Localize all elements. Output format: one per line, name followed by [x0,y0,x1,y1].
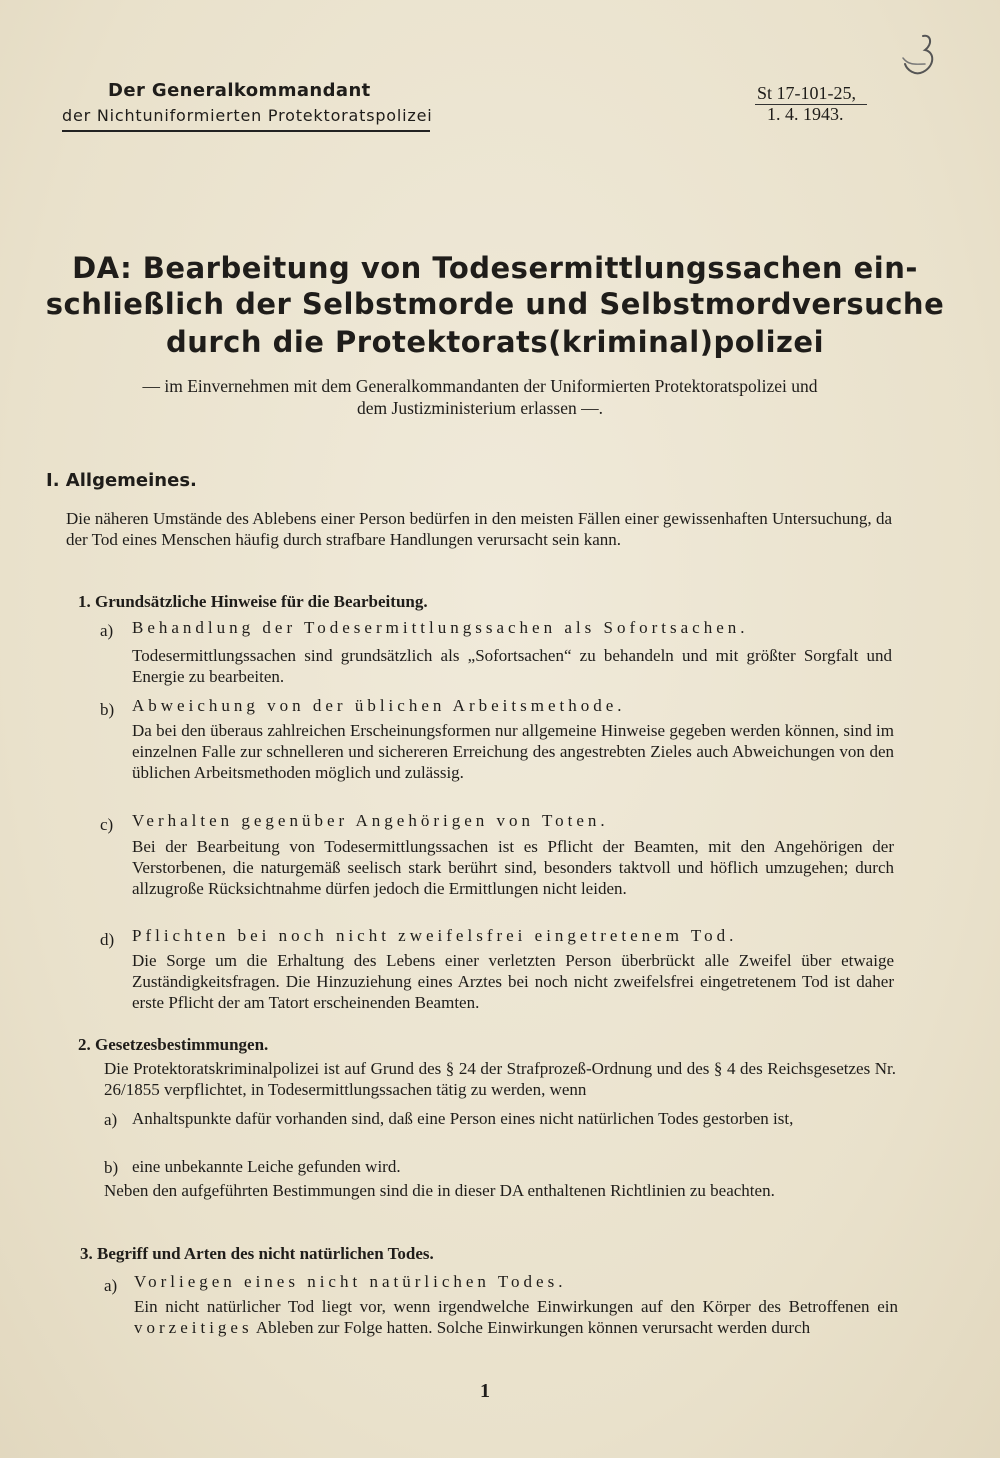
item-2-heading: 2. Gesetzesbestimmungen. [78,1035,269,1054]
item-2-text: Die Protektoratskriminalpolizei ist auf Grund des § 24 der Strafprozeß-Ordnung und des § 4 des Reichsgesetzes Nr. 26/1855 verpflichtet, in Todesermittlungssachen tätig zu werden, wenn [104,1059,896,1099]
title-line-1: DA: Bearbeitung von Todesermittlungssachen ein- [72,251,918,285]
item-1a-text: Todesermittlungssachen sind grundsätzlich als „Sofortsachen“ zu behandeln und mit größter Sorgfalt und Energie zu bearbeiten. [132,646,892,686]
item-1d-title: Pflichten bei noch nicht zweifelsfrei eingetretenem Tod. [132,926,738,945]
item-3a-label: a) [104,1276,118,1295]
item-3-heading: 3. Begriff und Arten des nicht natürlichen Todes. [80,1244,434,1263]
item-2a-text: Anhaltspunkte dafür vorhanden sind, daß eine Person eines nicht natürlichen Todes gestorben ist, [132,1109,794,1128]
item-1c-title: Verhalten gegenüber Angehörigen von Toten. [132,811,609,830]
item-3a-title: Vorliegen eines nicht natürlichen Todes. [134,1272,567,1291]
item-2a-label: a) [104,1110,118,1129]
item-1d-label: d) [100,930,115,949]
section-heading: I. Allgemeines. [46,470,197,491]
item-1b-label: b) [100,700,115,719]
item-3a-text [134,1296,898,1338]
item-1-heading: 1. Grundsätzliche Hinweise für die Bearbeitung. [78,592,428,611]
item-1c-text: Bei der Bearbeitung von Todesermittlungssachen ist es Pflicht der Beamten, mit den Angehörigen der Verstorbenen, die naturgemäß seelisch stark berührt sind, besonders taktvoll und höflich umzugehen; durch allzugroße Rücksichtnahme dürfen jedoch die Ermittlungen nicht leiden. [132,837,894,898]
page-number: 1 [480,1380,490,1402]
title-line-2: schließlich der Selbstmorde und Selbstmordversuche [45,287,945,321]
subtitle-line-1: — im Einvernehmen mit dem Generalkommandanten der Uniformierten Protektoratspolizei und [142,376,818,396]
issuer-line-2: der Nichtuniformierten Protektoratspolizei [62,106,433,125]
item-3a-text-part1: Ein nicht natürlicher Tod liegt vor, wenn irgendwelche Einwirkungen auf den Körper des Betroffenen ein [134,1297,898,1316]
item-1d-text: Die Sorge um die Erhaltung des Lebens einer verletzten Person überbrückt alle Zweifel über etwaige Zuständigkeitsfragen. Die Hinzuziehung eines Arztes bei noch nicht zweifelsfrei eingetretenem Tod ist daher erste Pflicht der am Tatort erscheinenden Beamten. [132,951,894,1012]
item-1a-label: a) [100,621,114,640]
item-1b-text: Da bei den überaus zahlreichen Erscheinungsformen nur allgemeine Hinweise gegeben werden können, sind im einzelnen Falle zur schnelleren und sichereren Erreichung des angestrebten Zieles auch Abweichungen von den üblichen Arbeitsmethoden möglich und zulässig. [132,721,894,782]
subtitle-line-2: dem Justizministerium erlassen —. [357,398,603,418]
item-3a-emphasis: vorzeitiges [134,1318,253,1337]
item-1c-label: c) [100,815,114,834]
intro-paragraph: Die näheren Umstände des Ablebens einer Person bedürfen in den meisten Fällen einer gewissenhaften Untersuchung, da der Tod eines Menschen häufig durch strafbare Handlungen verursacht sein kann. [66,509,892,549]
item-2b-label: b) [104,1158,119,1177]
title-line-3: durch die Protektorats(kriminal)polizei [165,325,825,359]
handwritten-page-mark [895,30,943,90]
document-date: 1. 4. 1943. [767,104,844,124]
item-1a-title: Behandlung der Todesermittlungssachen als Sofortsachen. [132,618,749,637]
item-3a-text-part2: Ableben zur Folge hatten. Solche Einwirkungen können verursacht werden durch [255,1318,811,1337]
issuer-line-1: Der Generalkommandant [108,80,371,101]
reference-number: St 17-101-25, [757,83,856,103]
item-1b-title: Abweichung von der üblichen Arbeitsmethode. [132,696,626,715]
header-underline [62,130,430,132]
item-2b-text: eine unbekannte Leiche gefunden wird. [132,1157,401,1176]
item-2-closing: Neben den aufgeführten Bestimmungen sind die in dieser DA enthaltenen Richtlinien zu beachten. [104,1181,775,1200]
